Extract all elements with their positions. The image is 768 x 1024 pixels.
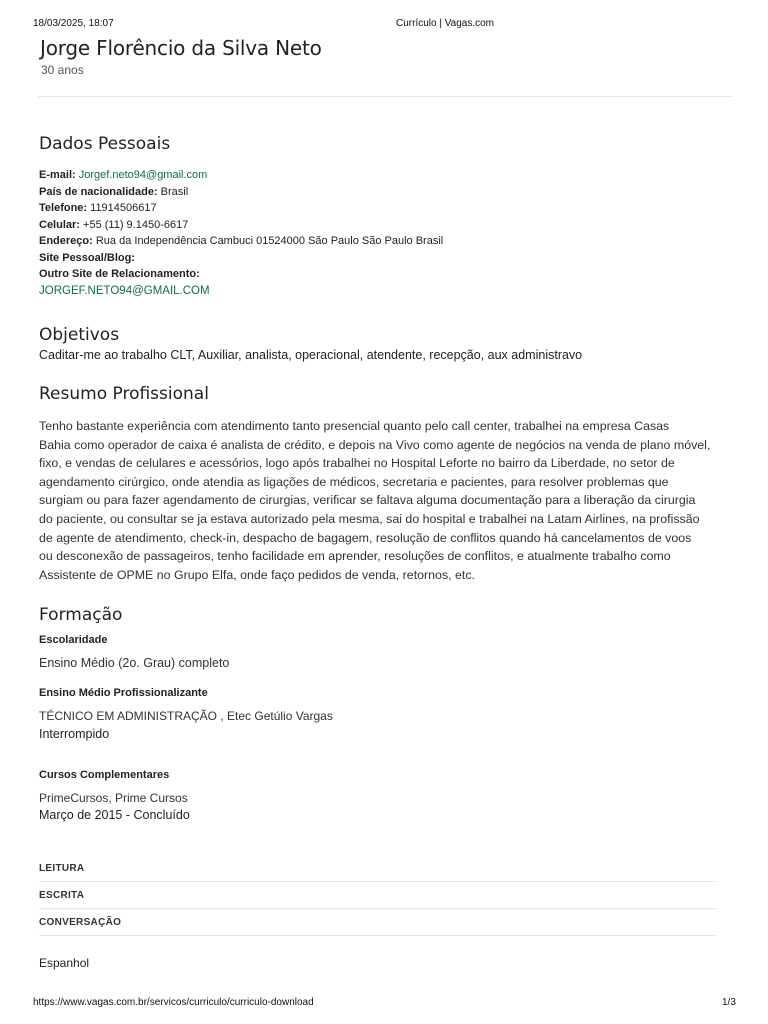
email-row <box>39 167 443 184</box>
email-label: E-mail: <box>39 169 76 181</box>
print-datetime: 18/03/2025, 18:07 <box>33 18 114 29</box>
candidate-name: Jorge Florêncio da Silva Neto <box>40 36 322 60</box>
phone-value: 11914506617 <box>90 202 157 214</box>
summary-line: Bahia como operador de caixa é analista de crédito, e depois na Vivo como agente de negócios na venda de plano móvel, <box>39 437 711 452</box>
summary-line: Tenho bastante experiência com atendimento tanto presencial quanto pelo call center, trabalhei na empresa Casas <box>39 419 670 433</box>
candidate-age: 30 anos <box>41 63 84 77</box>
address-label: Endereço: <box>39 235 93 247</box>
summary-line: do paciente, ou consultar se ja estava autorizado pela mesma, sai do hospital e trabalhei na Latam Airlines, na profissão <box>39 511 700 526</box>
other-site-link[interactable]: JORGEF.NETO94@GMAIL.COM <box>39 284 210 297</box>
nationality-label: País de nacionalidade: <box>39 185 158 198</box>
language-header-conversation: CONVERSAÇÃO <box>39 917 122 928</box>
site-row <box>39 250 443 267</box>
other-site-row-value <box>39 283 443 300</box>
mobile-label: Celular: <box>39 218 80 231</box>
summary-line: ou desconexão de passageiros, tenho facilidade em aprender, resoluções de conflitos, e atualmente trabalho como <box>39 549 671 564</box>
nationality-value: Brasil <box>160 185 189 198</box>
mobile-row <box>39 217 443 234</box>
email-link[interactable]: Jorgef.neto94@gmail.com <box>78 169 208 181</box>
summary-line: agendamento cirúrgico, onde atendia as ligações de médicos, secretaria e pacientes, para resolver problemas que <box>39 474 669 489</box>
courses-label: Cursos Complementares <box>39 769 170 781</box>
summary-paragraph <box>39 417 729 584</box>
language-divider <box>39 935 716 936</box>
course-name: PrimeCursos, Prime Cursos <box>39 791 188 805</box>
print-url: https://www.vagas.com.br/servicos/curriculo/curriculo-download <box>33 997 314 1008</box>
summary-line: Assistente de OPME no Grupo Elfa, onde faço pedidos de venda, retornos, etc. <box>39 567 475 582</box>
nationality-row <box>39 184 443 201</box>
header-divider <box>38 96 732 97</box>
schooling-value: Ensino Médio (2o. Grau) completo <box>39 656 230 670</box>
language-header-writing: ESCRITA <box>39 890 85 901</box>
language-divider <box>39 881 716 882</box>
objectives-text: Caditar-me ao trabalho CLT, Auxiliar, analista, operacional, atendente, recepção, aux administravo <box>39 348 583 362</box>
phone-label: Telefone: <box>39 202 88 214</box>
other-site-row <box>39 266 443 283</box>
site-label: Site Pessoal/Blog: <box>39 251 135 264</box>
language-divider <box>39 908 716 909</box>
schooling-label: Escolaridade <box>39 634 108 646</box>
phone-row <box>39 200 443 217</box>
personal-details <box>39 167 443 299</box>
section-education-heading: Formação <box>39 605 123 625</box>
section-summary-heading: Resumo Profissional <box>39 384 209 404</box>
summary-line: fixo, e vendas de celulares e acessórios, logo após trabalhei no Hospital Leforte no bairro da Liberdade, no setor de <box>39 456 675 471</box>
section-personal-heading: Dados Pessoais <box>39 134 171 154</box>
language-header-reading: LEITURA <box>39 863 85 874</box>
mobile-value: +55 (11) 9.1450-6617 <box>83 218 189 231</box>
address-value: Rua da Independência Cambuci 01524000 São Paulo São Paulo Brasil <box>95 235 444 247</box>
other-site-label: Outro Site de Relacionamento: <box>39 268 200 280</box>
vocational-course: TÉCNICO EM ADMINISTRAÇÃO , Etec Getúlio Vargas <box>39 709 333 723</box>
print-page-number: 1/3 <box>722 997 736 1008</box>
vocational-status: Interrompido <box>39 727 110 741</box>
summary-line: surgiam ou para fazer agendamento de cirurgias, verificar se faltava alguma documentação para a liberação da cirurgia <box>39 493 696 508</box>
course-status: Março de 2015 - Concluído <box>39 808 190 822</box>
vocational-label: Ensino Médio Profissionalizante <box>39 687 208 699</box>
section-objectives-heading: Objetivos <box>39 325 120 345</box>
address-row <box>39 233 443 250</box>
print-page-title: Currículo | Vagas.com <box>396 18 495 29</box>
language-name: Espanhol <box>39 956 90 970</box>
summary-line: de agente de atendimento, check-in, despacho de bagagem, resolução de conflitos quando há cancelamentos de voos <box>39 530 692 545</box>
